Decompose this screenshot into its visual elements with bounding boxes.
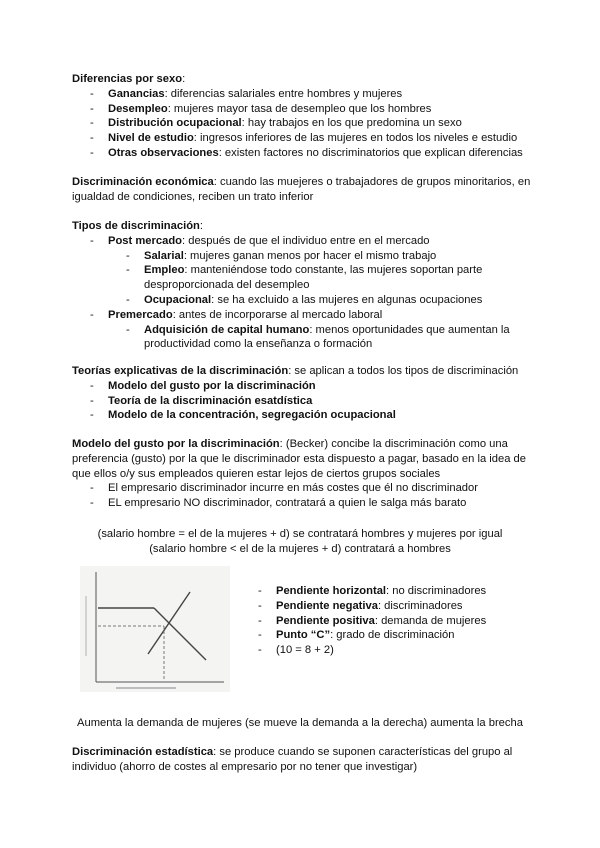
- list-item: - Distribución ocupacional: hay trabajos en los que predomina un sexo: [72, 116, 532, 131]
- paragraph-discriminacion-economica: Discriminación económica: cuando las muejeres o trabajadores de grupos minoritarios, en igualdad de condiciones, reciben un trato inferior: [72, 176, 531, 203]
- list-item: - Adquisición de capital humano: menos oportunidades que aumentan la productividad como la enseñanza o formación: [72, 323, 532, 353]
- list-item: - Nivel de estudio: ingresos inferiores de las mujeres en todos los niveles e estudio: [72, 131, 532, 146]
- section-modelo-gusto: [72, 437, 532, 511]
- section-heading: Diferencias por sexo:: [72, 73, 186, 85]
- list-item: - Pendiente negativa: discriminadores: [258, 599, 558, 614]
- list-item: - Ganancias: diferencias salariales entre hombres y mujeres: [72, 87, 532, 102]
- figure-legend-list: [258, 584, 558, 658]
- list-item: - Pendiente horizontal: no discriminadores: [258, 584, 558, 599]
- list-item: - Pendiente positiva: demanda de mujeres: [258, 614, 558, 629]
- list-item: - Post mercado: después de que el individuo entre en el mercado: [72, 234, 532, 249]
- list-item: - Modelo de la concentración, segregación ocupacional: [72, 408, 532, 423]
- list-item: - Modelo del gusto por la discriminación: [72, 379, 532, 394]
- paragraph-discriminacion-estadistica: Discriminación estadística: se produce cuando se suponen características del grupo al individuo (ahorro de costes al empresario por no tener que investigar): [72, 746, 513, 773]
- section-heading: Teorías explicativas de la discriminación: se aplican a todos los tipos de discriminación: [72, 365, 519, 377]
- equation-line-1: (salario hombre = el de la mujeres + d) se contratará hombres y mujeres por igual: [97, 528, 503, 540]
- list-item: - EL empresario NO discriminador, contratará a quien le salga más barato: [72, 496, 532, 511]
- list-item: - Ocupacional: se ha excluido a las mujeres en algunas ocupaciones: [72, 293, 532, 308]
- brecha-line: Aumenta la demanda de mujeres (se mueve la demanda a la derecha) aumenta la brecha: [77, 717, 523, 729]
- list-item: - El empresario discriminador incurre en más costes que él no discriminador: [72, 481, 532, 496]
- section-heading: Tipos de discriminación:: [72, 220, 203, 232]
- list-item: - Desempleo: mujeres mayor tasa de desempleo que los hombres: [72, 102, 532, 117]
- section-tipos: [72, 219, 532, 352]
- paragraph: Modelo del gusto por la discriminación: (Becker) concibe la discriminación como una preferencia (gusto) por la que le discriminador esta dispuesto a pagar, basado en la idea de que ellos o/y sus empleados quieren estar lejos de ciertos grupos sociales: [72, 438, 526, 480]
- equation-line-2: (salario hombre < el de la mujeres + d) contratará a hombres: [149, 543, 451, 555]
- list-item: - Premercado: antes de incorporarse al mercado laboral: [72, 308, 532, 323]
- section-teorias: [72, 364, 532, 423]
- list-item: - Punto “C”: grado de discriminación: [258, 628, 558, 643]
- list-item: - (10 = 8 + 2): [258, 643, 558, 658]
- section-diferencias-sexo: [72, 72, 532, 161]
- discrimination-graph: [80, 566, 230, 692]
- list-item: - Salarial: mujeres ganan menos por hacer el mismo trabajo: [72, 249, 532, 264]
- list-item: - Otras observaciones: existen factores no discriminatorios que explican diferencias: [72, 146, 532, 161]
- list-item: - Empleo: manteniéndose todo constante, las mujeres soportan parte desproporcionada del desempleo: [72, 263, 532, 293]
- list-item: - Teoría de la discriminación esatdística: [72, 394, 532, 409]
